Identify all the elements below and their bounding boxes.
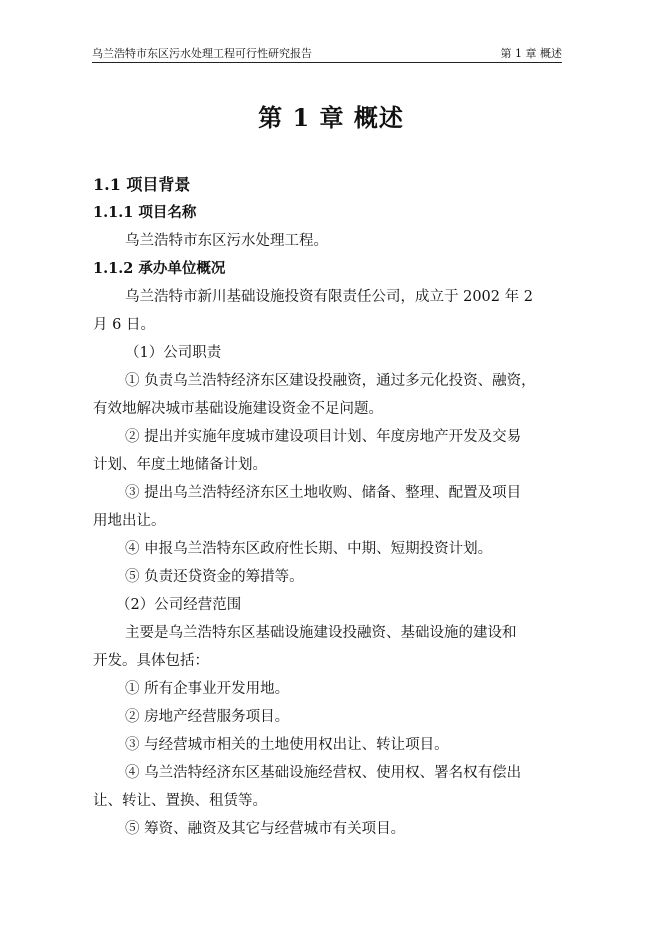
scope-item-1: ① 所有企事业开发用地。	[125, 681, 290, 697]
scope-item-3: ③ 与经营城市相关的土地使用权出让、转让项目。	[125, 737, 449, 753]
section-heading-1-1: 1.1 项目背景	[93, 175, 191, 194]
duties-heading: （1）公司职责	[125, 345, 222, 361]
duty-2-line-2: 计划、年度土地储备计划。	[93, 457, 267, 473]
duty-5: ⑤ 负责还贷资金的筹措等。	[125, 569, 304, 585]
scope-heading: （2）公司经营范围	[116, 597, 242, 613]
scope-intro-line-2: 开发。具体包括：	[93, 653, 209, 669]
duty-3-line-2: 用地出让。	[93, 513, 166, 529]
section-heading-1-1-2: 1.1.2 承办单位概况	[93, 260, 226, 277]
duty-1-line-1: ① 负责乌兰浩特经济东区建设投融资，通过多元化投资、融资，	[125, 373, 536, 389]
header-chapter: 第 1 章 概述	[500, 47, 562, 60]
scope-item-2: ② 房地产经营服务项目。	[125, 709, 290, 725]
chapter-title: 第 1 章 概述	[258, 103, 404, 132]
header-report-title: 乌兰浩特市东区污水处理工程可行性研究报告	[92, 47, 312, 60]
duty-3-line-1: ③ 提出乌兰浩特经济东区土地收购、储备、整理、配置及项目	[125, 485, 522, 501]
project-name-text: 乌兰浩特市东区污水处理工程。	[125, 233, 328, 249]
duty-2-line-1: ② 提出并实施年度城市建设项目计划、年度房地产开发及交易	[125, 429, 522, 445]
duty-4: ④ 申报乌兰浩特东区政府性长期、中期、短期投资计划。	[125, 541, 493, 557]
duty-1-line-2: 有效地解决城市基础设施建设资金不足问题。	[93, 401, 383, 417]
scope-item-4-line-2: 让、转让、置换、租赁等。	[93, 793, 267, 809]
scope-item-5: ⑤ 筹资、融资及其它与经营城市有关项目。	[125, 821, 406, 837]
scope-intro-line-1: 主要是乌兰浩特东区基础设施建设投融资、基础设施的建设和	[125, 625, 517, 641]
section-heading-1-1-1: 1.1.1 项目名称	[93, 204, 197, 221]
scope-item-4-line-1: ④ 乌兰浩特经济东区基础设施经营权、使用权、署名权有偿出	[125, 765, 522, 781]
org-intro-line-1: 乌兰浩特市新川基础设施投资有限责任公司，成立于 2002 年 2	[125, 289, 533, 305]
org-intro-line-2: 月 6 日。	[93, 317, 155, 333]
running-header	[92, 44, 562, 63]
